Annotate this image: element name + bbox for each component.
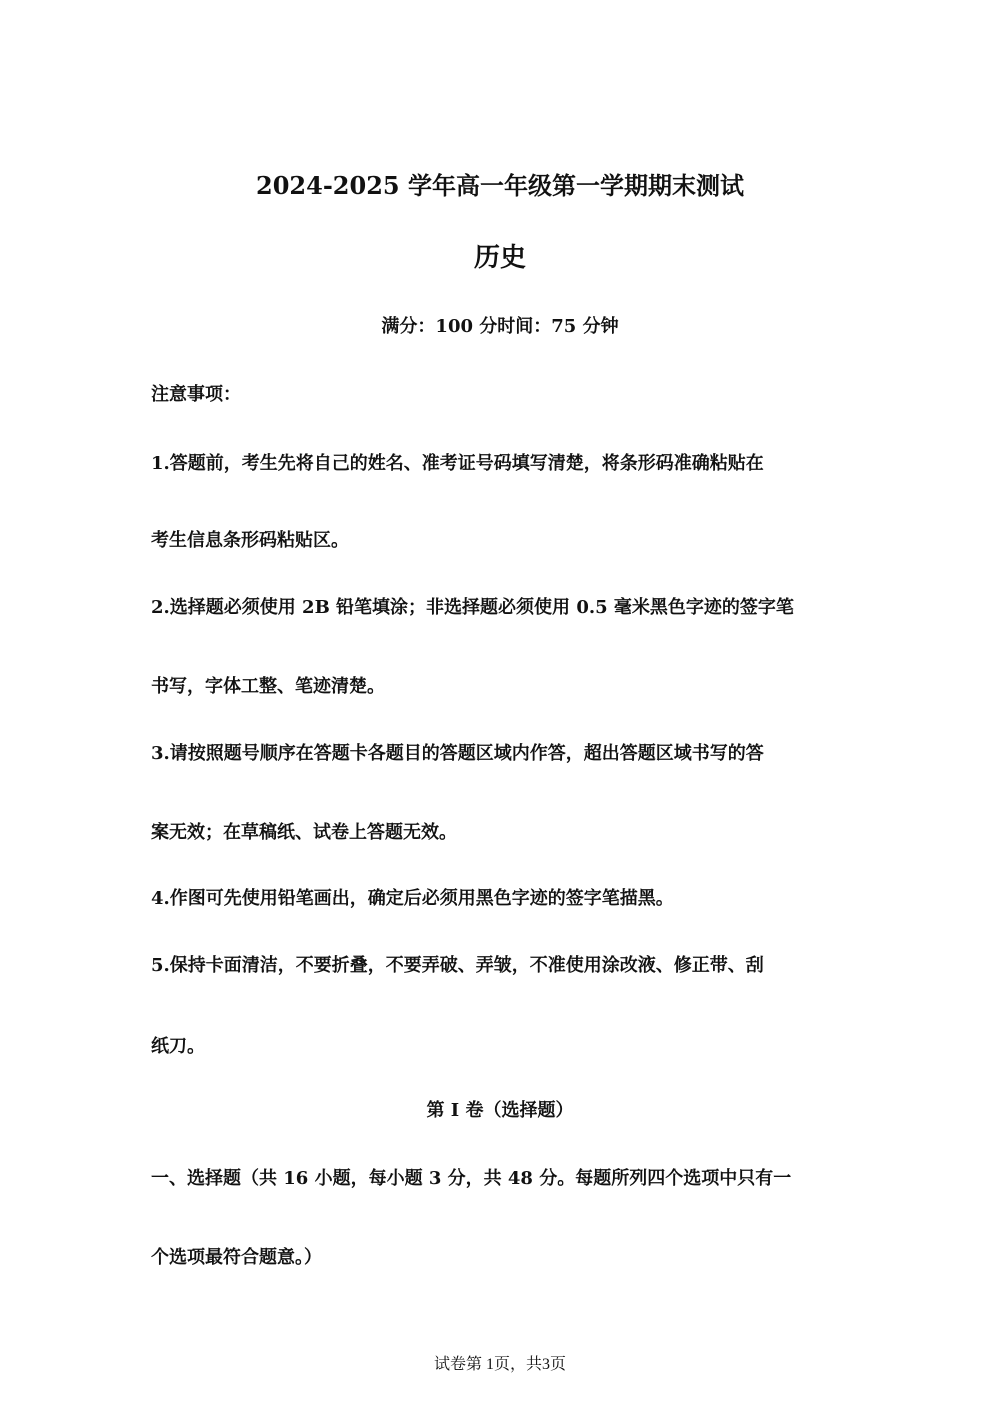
subject-title: 历史 [473, 243, 526, 273]
note-line: 3.请按照题号顺序在答题卡各题目的答题区域内作答，超出答题区域书写的答 [151, 743, 764, 764]
section-heading: 第 I 卷（选择题） [426, 1100, 574, 1121]
section-instruction-line: 个选项最符合题意。） [151, 1247, 322, 1268]
note-line: 书写，字体工整、笔迹清楚。 [151, 676, 385, 697]
note-line: 考生信息条形码粘贴区。 [151, 530, 349, 551]
note-line: 1.答题前，考生先将自己的姓名、准考证号码填写清楚，将条形码准确粘贴在 [151, 453, 764, 474]
note-line: 4.作图可先使用铅笔画出，确定后必须用黑色字迹的签字笔描黑。 [151, 888, 674, 909]
score-time-info: 满分：100 分时间：75 分钟 [381, 316, 619, 337]
exam-title: 2024-2025 学年高一年级第一学期期末测试 [256, 171, 744, 200]
notes-heading: 注意事项： [151, 384, 241, 405]
note-line: 2.选择题必须使用 2B 铅笔填涂；非选择题必须使用 0.5 毫米黑色字迹的签字笔 [151, 597, 794, 618]
note-line: 5.保持卡面清洁，不要折叠，不要弄破、弄皱，不准使用涂改液、修正带、刮 [151, 955, 764, 976]
page-footer: 试卷第 1页，共3页 [433, 1356, 566, 1373]
section-instruction-line: 一、选择题（共 16 小题，每小题 3 分，共 48 分。每题所列四个选项中只有一 [151, 1168, 792, 1189]
note-line: 纸刀。 [151, 1036, 205, 1057]
note-line: 案无效；在草稿纸、试卷上答题无效。 [151, 822, 457, 843]
